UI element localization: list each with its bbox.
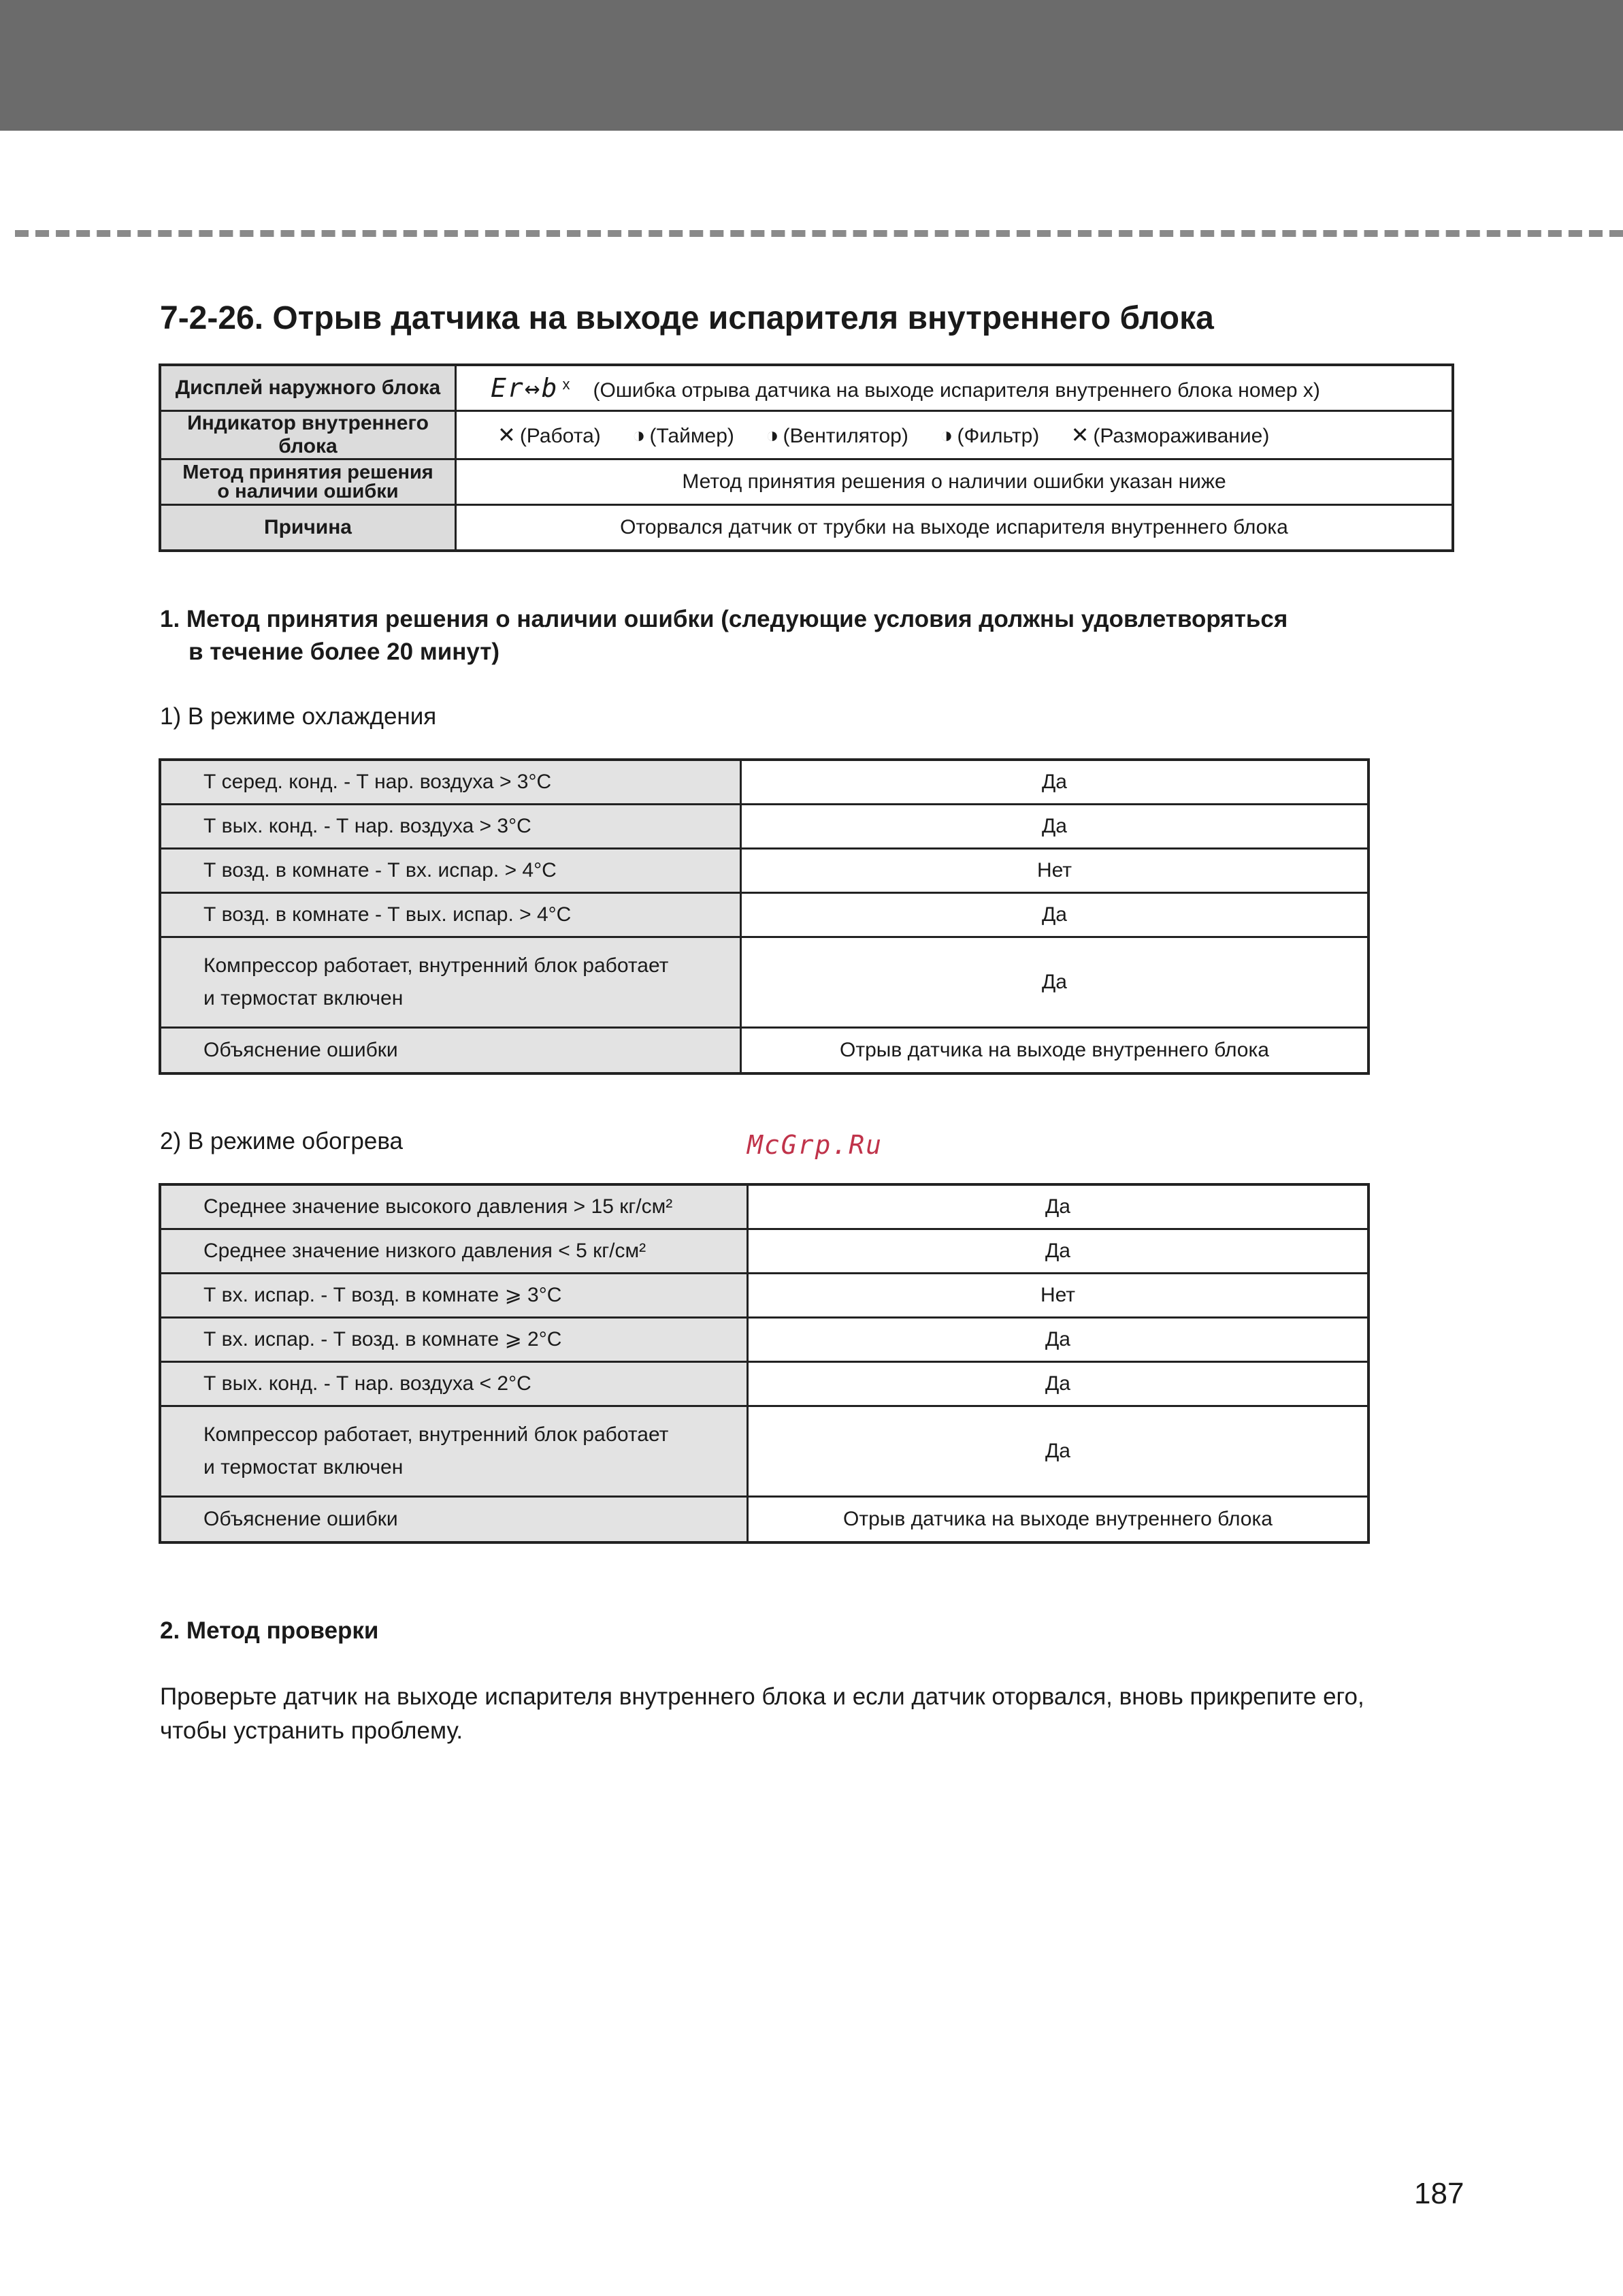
page-number: 187 <box>1414 2177 1464 2210</box>
table-row <box>160 1229 1368 1274</box>
heating-cond-label: Т вх. испар. - Т возд. в комнате ⩾ 3°C <box>160 1274 748 1318</box>
cooling-expl-label: Объяснение ошибки <box>160 1028 741 1074</box>
table-row <box>160 937 1368 1028</box>
indicator-defrost <box>1071 425 1270 447</box>
heading-method-line1: 1. Метод принятия решения о наличии ошибки (следующие условия должны удовлетворяться <box>160 606 1288 632</box>
cross-icon: ✕ <box>497 423 516 447</box>
table-row <box>160 849 1368 893</box>
watermark: McGrp.Ru <box>747 1130 883 1160</box>
cooling-table <box>159 758 1370 1075</box>
table-row <box>160 893 1368 937</box>
heating-cond-label: Среднее значение низкого давления < 5 кг/см² <box>160 1229 748 1274</box>
indicator-timer <box>632 425 734 447</box>
heading-check: 2. Метод проверки <box>160 1617 379 1644</box>
indicator-timer-label: (Таймер) <box>649 425 734 447</box>
method-label-line1: Метод принятия решения <box>182 462 433 483</box>
indicator-label: Индикатор внутреннего блока <box>160 411 456 459</box>
cooling-cond-value: Да <box>741 805 1369 849</box>
display-code: Er↔b <box>491 373 559 403</box>
check-paragraph <box>160 1680 1453 1748</box>
check-line2: чтобы устранить проблему. <box>160 1717 463 1744</box>
method-label-line2: о наличии ошибки <box>217 481 399 502</box>
table-row <box>160 1274 1368 1318</box>
indicator-value <box>456 411 1454 459</box>
table-row <box>160 760 1368 805</box>
indicator-operation <box>497 425 601 447</box>
heating-expl-label: Объяснение ошибки <box>160 1497 748 1543</box>
heating-heading: 2) В режиме обогрева <box>160 1128 404 1154</box>
table-row <box>160 1184 1368 1229</box>
dashed-divider <box>15 230 1623 237</box>
table-row <box>160 1318 1368 1362</box>
cooling-cond-label: Т возд. в комнате - Т вх. испар. > 4°C <box>160 849 741 893</box>
heating-cond-value: Нет <box>748 1274 1369 1318</box>
cooling-cond-value: Да <box>741 893 1369 937</box>
heating-cond-value: Да <box>748 1318 1369 1362</box>
indicator-filter <box>940 425 1039 447</box>
cross-icon: ✕ <box>1070 423 1089 447</box>
cause-label: Причина <box>160 505 456 551</box>
table-row <box>160 1362 1368 1406</box>
cooling-cond-label-line2: и термостат включен <box>203 987 404 1009</box>
heading-method <box>160 603 1288 668</box>
heating-cond-label <box>160 1406 748 1497</box>
cooling-cond-value: Да <box>741 760 1369 805</box>
cooling-cond-label-line1: Компрессор работает, внутренний блок работает <box>203 954 669 977</box>
header-band <box>0 0 1623 131</box>
half-circle-icon: ◑ <box>632 423 646 447</box>
heating-expl-value: Отрыв датчика на выходе внутреннего блока <box>748 1497 1369 1543</box>
display-label: Дисплей наружного блока <box>160 365 456 411</box>
heating-cond-value: Да <box>748 1406 1369 1497</box>
cooling-cond-label <box>160 937 741 1028</box>
method-label <box>160 459 456 505</box>
heating-cond-label: Среднее значение высокого давления > 15 кг/см² <box>160 1184 748 1229</box>
display-desc: (Ошибка отрыва датчика на выходе испарителя внутреннего блока номер x) <box>593 379 1320 402</box>
cooling-cond-value: Нет <box>741 849 1369 893</box>
cooling-heading: 1) В режиме охлаждения <box>160 703 437 730</box>
indicator-filter-label: (Фильтр) <box>957 425 1040 447</box>
table-row <box>160 805 1368 849</box>
indicator-fan <box>766 425 908 447</box>
section-title: 7-2-26. Отрыв датчика на выходе испарителя внутреннего блока <box>160 300 1214 336</box>
half-circle-icon: ◑ <box>766 423 779 447</box>
heating-cond-label: Т вх. испар. - Т возд. в комнате ⩾ 2°C <box>160 1318 748 1362</box>
table-row <box>160 1028 1368 1074</box>
cooling-expl-value: Отрыв датчика на выходе внутреннего блока <box>741 1028 1369 1074</box>
heating-cond-label-line1: Компрессор работает, внутренний блок работает <box>203 1423 669 1446</box>
heating-cond-value: Да <box>748 1184 1369 1229</box>
display-row <box>160 365 1453 411</box>
method-value: Метод принятия решения о наличии ошибки указан ниже <box>456 459 1454 505</box>
heating-cond-value: Да <box>748 1362 1369 1406</box>
indicator-operation-label: (Работа) <box>519 425 601 447</box>
heating-cond-label-line2: и термостат включен <box>203 1456 404 1478</box>
method-row <box>160 459 1453 505</box>
heading-method-line2: в течение более 20 минут) <box>188 638 500 665</box>
table-row <box>160 1497 1368 1543</box>
heating-cond-label: Т вых. конд. - Т нар. воздуха < 2°C <box>160 1362 748 1406</box>
indicator-defrost-label: (Размораживание) <box>1093 425 1270 447</box>
display-value <box>456 365 1454 411</box>
cooling-cond-value: Да <box>741 937 1369 1028</box>
heating-cond-value: Да <box>748 1229 1369 1274</box>
indicator-fan-label: (Вентилятор) <box>783 425 908 447</box>
heating-table <box>159 1183 1370 1544</box>
indicator-row <box>160 411 1453 459</box>
cause-row <box>160 505 1453 551</box>
half-circle-icon: ◑ <box>940 423 953 447</box>
error-info-table <box>159 363 1454 552</box>
table-row <box>160 1406 1368 1497</box>
cause-value: Оторвался датчик от трубки на выходе испарителя внутреннего блока <box>456 505 1454 551</box>
check-line1: Проверьте датчик на выходе испарителя внутреннего блока и если датчик оторвался, вновь прикрепите его, <box>160 1683 1364 1710</box>
cooling-cond-label: Т серед. конд. - Т нар. воздуха > 3°C <box>160 760 741 805</box>
cooling-cond-label: Т возд. в комнате - Т вых. испар. > 4°C <box>160 893 741 937</box>
display-code-sup: x <box>562 376 570 393</box>
cooling-cond-label: Т вых. конд. - Т нар. воздуха > 3°C <box>160 805 741 849</box>
